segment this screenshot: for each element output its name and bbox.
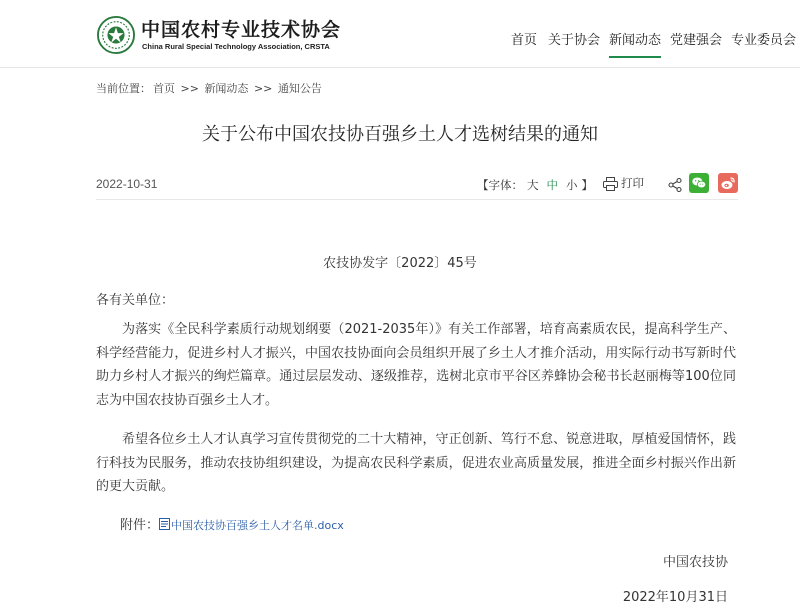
- breadcrumb-home[interactable]: 首页: [153, 82, 175, 95]
- print-label: 打印: [621, 176, 644, 190]
- breadcrumb-news[interactable]: 新闻动态: [204, 82, 249, 95]
- breadcrumb: [96, 80, 324, 96]
- attachment-link[interactable]: 中国农技协百强乡土人才名单.docx: [171, 519, 344, 532]
- breadcrumb-prefix: 当前位置：: [96, 82, 151, 95]
- nav-home[interactable]: 首页: [511, 33, 538, 48]
- font-size-small[interactable]: 小: [566, 178, 578, 192]
- publish-date: 2022-10-31: [96, 177, 158, 191]
- paragraph-2: 希望各位乡土人才认真学习宣传贯彻党的二十大精神，守正创新、笃行不怠、锐意进取，厚植爱国情怀，践行科技为民服务，推动农技协组织建设，为提高农民科学素质，促进农业高质量发展，推进全面乡村振兴作出新的更大贡献。: [96, 432, 736, 494]
- nav-news[interactable]: 新闻动态: [609, 29, 661, 48]
- signature-date: 2022年10月31日: [622, 590, 728, 605]
- font-size-close: 】: [581, 178, 593, 192]
- document-number: 农技协发字〔2022〕45号: [323, 256, 477, 271]
- breadcrumb-notices[interactable]: 通知公告: [277, 82, 322, 95]
- print-button[interactable]: [603, 175, 644, 191]
- breadcrumb-separator: >>: [253, 82, 273, 95]
- article-meta-bar: [96, 170, 738, 200]
- font-size-label: 【字体：: [477, 178, 523, 192]
- wechat-share-button[interactable]: [689, 173, 709, 193]
- breadcrumb-separator: >>: [180, 82, 199, 95]
- share-icon[interactable]: [668, 178, 682, 192]
- nav-about[interactable]: 关于协会: [548, 33, 601, 48]
- printer-icon: [603, 177, 618, 191]
- nav-committees[interactable]: 专业委员会: [731, 33, 797, 48]
- crsta-emblem-icon[interactable]: [97, 16, 135, 54]
- logo-title-cn[interactable]: 中国农村专业技术协会: [141, 19, 342, 41]
- attachment-label: 附件：: [120, 518, 160, 533]
- attachment: [120, 514, 344, 533]
- site-header: [0, 0, 800, 68]
- signature: 中国农技协: [662, 555, 728, 570]
- weibo-icon: [718, 173, 738, 193]
- logo-title-en: China Rural Special Technology Association, CRSTA: [142, 42, 330, 51]
- paragraph-1: 为落实《全民科学素质行动规划纲要（2021-2035年）》有关工作部署，培育高素质农民，提高科学生产、科学经营能力，促进乡村人才振兴，中国农技协面向会员组织开展了乡土人才推介活动，用实际行动书写新时代助力乡村人才振兴的绚烂篇章。通过层层发动、逐级推荐，选树北京市平谷区养蜂协会秘书长赵丽梅等100位同志为中国农技协百强乡土人才。: [96, 322, 736, 408]
- font-size-control: [477, 177, 593, 193]
- wechat-icon: [689, 173, 709, 193]
- font-size-medium[interactable]: 中: [546, 178, 558, 192]
- nav-party[interactable]: 党建强会: [670, 33, 723, 48]
- article-title: 关于公布中国农技协百强乡土人才选树结果的通知: [202, 124, 598, 145]
- word-document-icon: [159, 518, 170, 530]
- weibo-share-button[interactable]: [718, 173, 738, 193]
- font-size-large[interactable]: 大: [527, 178, 539, 192]
- salutation: 各有关单位：: [96, 293, 175, 308]
